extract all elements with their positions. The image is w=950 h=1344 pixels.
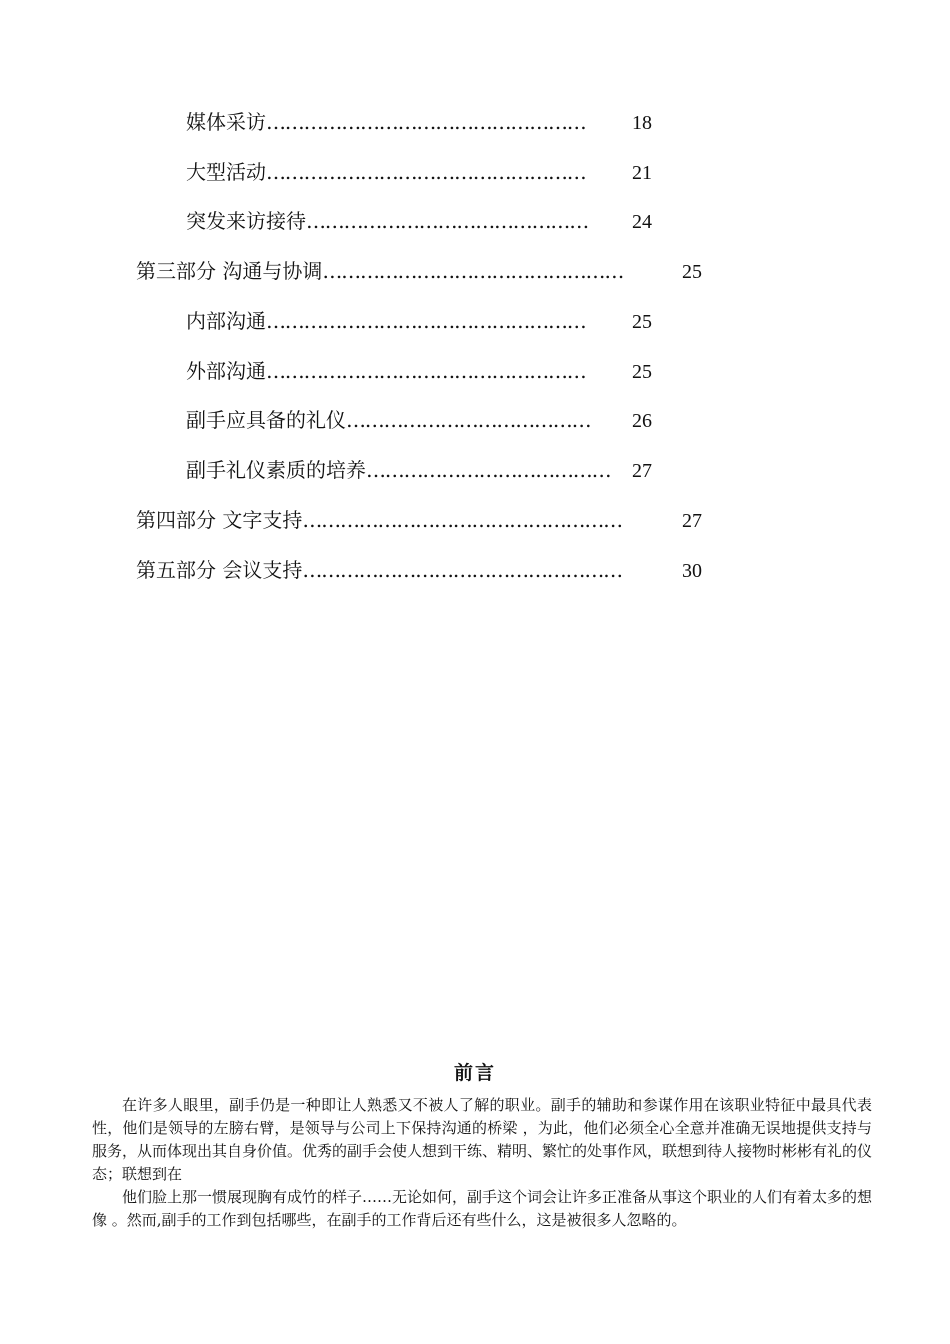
- toc-entry-leader: ……………………………………………: [302, 508, 622, 532]
- preface-body: [92, 1094, 872, 1232]
- toc-entry: [186, 457, 610, 483]
- toc-page-number: 25: [632, 361, 652, 383]
- toc-page-number: 30: [682, 560, 702, 582]
- toc-entry-leader: ………………………………………: [306, 209, 589, 233]
- toc-entry-label: 副手礼仪素质的培养: [186, 458, 366, 482]
- toc-entry-label: 突发来访接待: [186, 209, 306, 233]
- toc-page-number: 26: [632, 410, 652, 432]
- toc-entry-label: 副手应具备的礼仪: [186, 408, 346, 432]
- toc-entry-leader: …………………………………: [366, 458, 611, 482]
- toc-entry-leader: …………………………………………: [322, 259, 624, 283]
- toc-page-number: 25: [682, 261, 702, 283]
- toc-entry-leader: ……………………………………………: [266, 110, 586, 134]
- toc-entry: [186, 109, 586, 135]
- toc-entry-leader: ……………………………………………: [266, 359, 586, 383]
- toc-entry-label: 外部沟通: [186, 359, 266, 383]
- toc-entry: [186, 308, 586, 334]
- toc-entry-label: 大型活动: [186, 160, 266, 184]
- toc-entry-leader: …………………………………: [346, 408, 591, 432]
- toc-page-number: 25: [632, 311, 652, 333]
- toc-entry-leader: ……………………………………………: [266, 160, 586, 184]
- preface-paragraph: 他们脸上那一惯展现胸有成竹的样子……无论如何，副手这个词会让许多正准备从事这个职业的人们有着太多的想像 。然而,副手的工作到包括哪些，在副手的工作背后还有些什么，这是被很多人忽略的。: [92, 1188, 873, 1229]
- toc-entry-label: 第五部分 会议支持: [136, 558, 303, 582]
- toc-page-number: 27: [682, 510, 702, 532]
- toc-entry: [186, 208, 588, 234]
- toc-entry-label: 第三部分 沟通与协调: [136, 259, 323, 283]
- toc-page-number: 27: [632, 460, 652, 482]
- toc-entry-label: 第四部分 文字支持: [136, 508, 303, 532]
- toc-page-number: 24: [632, 211, 652, 233]
- toc-entry: [136, 258, 623, 284]
- toc-entry-leader: ……………………………………………: [302, 558, 622, 582]
- toc-entry-leader: ……………………………………………: [266, 309, 586, 333]
- toc-entry: [136, 557, 622, 583]
- toc-entry-label: 内部沟通: [186, 309, 266, 333]
- preface-title: 前言: [453, 1062, 496, 1084]
- toc-entry: [186, 159, 586, 185]
- toc-page-number: 21: [632, 162, 652, 184]
- preface-paragraph: 在许多人眼里，副手仍是一种即让人熟悉又不被人了解的职业。副手的辅助和参谋作用在该职业特征中最具代表性，他们是领导的左膀右臂，是领导与公司上下保持沟通的桥梁 ，为此，他们必须全心全意并准确无误地提供支持与服务，从而体现出其自身价值。优秀的副手会使人想到干练、精明、繁忙的处事作风，联想到待人接物时彬彬有礼的仪态；联想到在: [92, 1096, 873, 1183]
- toc-entry: [136, 507, 622, 533]
- toc-entry-label: 媒体采访: [186, 110, 266, 134]
- toc-entry: [186, 358, 586, 384]
- toc-page-number: 18: [632, 112, 652, 134]
- toc-entry: [186, 407, 590, 433]
